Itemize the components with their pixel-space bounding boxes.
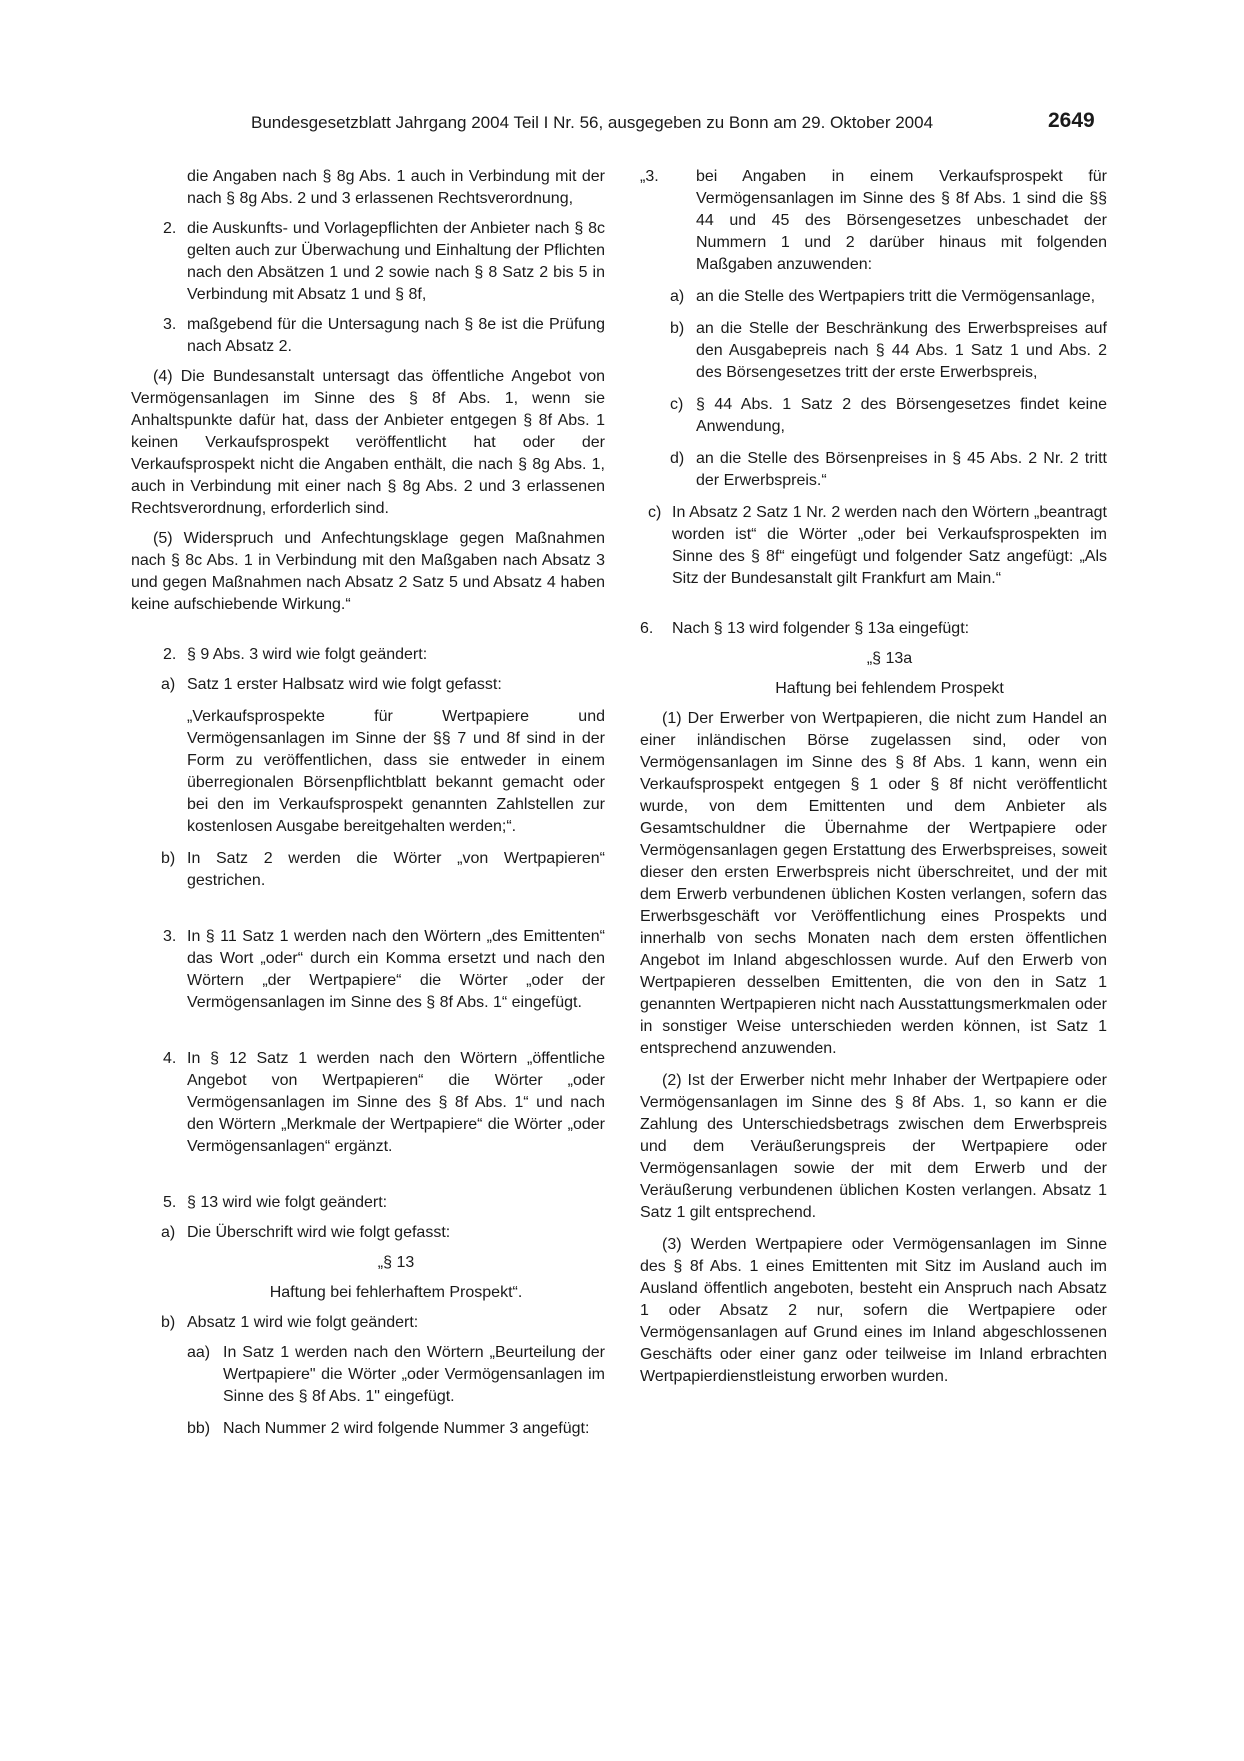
sub-item — [640, 318, 1107, 384]
list-item-number: 5. — [163, 1194, 177, 1211]
list-item-number: 2. — [163, 220, 177, 237]
list-item-number: „3. — [640, 168, 659, 185]
sub-item-text: Die Überschrift wird wie folgt gefasst: — [187, 1224, 451, 1241]
sub-item-label: a) — [161, 1224, 176, 1241]
continued-item-text: die Angaben nach § 8g Abs. 1 auch in Verbindung mit der nach § 8g Abs. 2 und 3 erlassenen Rechtsverordnung, — [187, 168, 605, 207]
sub-item-label: a) — [161, 676, 176, 693]
sub-item-text: an die Stelle des Börsenpreises in § 45 Abs. 2 Nr. 2 tritt der Erwerbspreis.“ — [696, 450, 1107, 489]
paragraph-3: (3) Werden Wertpapiere oder Vermögensanlagen im Sinne des § 8f Abs. 1 eines Emittenten mit Sitz im Ausland auch im Ausland öffentlich angeboten, besteht ein Anspruch nach Absatz 1 oder Absatz 2 nur, sofern die Wertpapiere oder Vermögensanlagen auf Grund eines im Inland abgeschlossenen Geschäfts oder einer ganz oder teilweise im Inland erbrachten Wertpapierdienstleistung erworben wurden. — [640, 1236, 1107, 1385]
page-number: 2649 — [1048, 109, 1095, 132]
quoted-text-content: „Verkaufsprospekte für Wertpapiere und Vermögensanlagen im Sinne der §§ 7 und 8f sind in der Form zu veröffentlichen, dass sie entweder in einem überregionalen Börsenpflichtblatt bekannt gemacht oder bei den im Verkaufsprospekt genannten Zahlstellen zur kostenlosen Ausgabe bereitgehalten werden;“. — [187, 708, 605, 835]
list-item-number: 4. — [163, 1050, 177, 1067]
amendment-item-2 — [131, 644, 605, 666]
sub-item — [131, 1312, 605, 1334]
sub-item-text: In Absatz 2 Satz 1 Nr. 2 werden nach den Wörtern „beantragt worden ist“ die Wörter „oder bei Verkaufsprospekten im Sinne des § 8f“ eingefügt und folgender Satz angefügt: „Als Sitz der Bundesanstalt gilt Frankfurt am Main.“ — [672, 504, 1107, 587]
header-title: Bundesgesetzblatt Jahrgang 2004 Teil I Nr. 56, ausgegeben zu Bonn am 29. Oktober 2004 — [251, 113, 934, 132]
paragraph-2: (2) Ist der Erwerber nicht mehr Inhaber der Wertpapiere oder Vermögensanlagen im Sinne des § 8f Abs. 1, so kann er die Zahlung des Unterschiedsbetrags zwischen dem Erwerbspreis und dem Veräußerungspreis der Wertpapiere oder Vermögensanlagen sowie der mit dem Erwerb und der Veräußerung verbundenen üblichen Kosten verlangen. Absatz 1 Satz 1 gilt entsprechend. — [640, 1072, 1107, 1221]
right-column — [640, 166, 1107, 1388]
sub-item — [640, 448, 1107, 492]
list-item-number: 6. — [640, 620, 654, 637]
sub-sub-item — [131, 1418, 605, 1440]
list-item-text: In § 12 Satz 1 werden nach den Wörtern „öffentliche Angebot von Wertpapieren“ die Wörter „oder Vermögensanlagen im Sinne des § 8f Abs. 1“ und nach den Wörtern „Merkmale der Wertpapiere“ die Wörter „oder Vermögensanlagen“ ergänzt. — [187, 1050, 605, 1155]
sub-item — [131, 848, 605, 892]
quoted-item-3 — [640, 166, 1107, 276]
left-column — [131, 166, 605, 1440]
sub-item — [640, 286, 1107, 308]
section-heading: „§ 13a — [866, 650, 913, 667]
list-item-text: Nach § 13 wird folgender § 13a eingefügt: — [672, 620, 970, 637]
list-item-number: 3. — [163, 316, 177, 333]
sub-item-label: c) — [670, 396, 684, 413]
sub-item-label: c) — [648, 504, 662, 521]
quoted-text — [131, 706, 605, 838]
paragraph-5: (5) Widerspruch und Anfechtungsklage gegen Maßnahmen nach § 8c Abs. 1 in Verbindung mit den Maßgaben nach Absatz 3 und gegen Maßnahmen nach Absatz 2 Satz 5 und Absatz 4 haben keine aufschiebende Wirkung.“ — [131, 530, 605, 613]
sub-item-label: b) — [161, 1314, 176, 1331]
list-item-text: die Auskunfts- und Vorlagepflichten der Anbieter nach § 8c gelten auch zur Überwachung und Einhaltung der Pflichten nach den Absätzen 1 und 2 sowie nach § 8 Satz 2 bis 5 in Verbindung mit Absatz 1 und § 8f, — [187, 220, 605, 303]
list-item-text: bei Angaben in einem Verkaufsprospekt für Vermögensanlagen im Sinne des § 8f Abs. 1 sind die §§ 44 und 45 des Börsengesetzes unbeschadet der Nummern 1 und 2 darüber hinaus mit folgenden Maßgaben anzuwenden: — [696, 168, 1107, 273]
sub-item-label: a) — [670, 288, 685, 305]
paragraph-1: (1) Der Erwerber von Wertpapieren, die nicht zum Handel an einer inländischen Börse zugelassen sind, oder von Vermögensanlagen im Sinne des § 8f Abs. 1 kann, wenn ein Verkaufsprospekt entgegen § 1 oder § 8f nicht veröffentlicht wurde, von dem Emittenten und dem Anbieter als Gesamtschuldner die Übernahme der Wertpapiere oder Vermögensanlagen gegen Erstattung des Erwerbspreises, soweit dieser den ersten Erwerbspreis nicht überschreitet, und der mit dem Erwerb verbundenen üblichen Kosten verlangen, sofern das Erwerbsgeschäft vor Veröffentlichung eines Prospekts und innerhalb von sechs Monaten nach dem ersten öffentlichen Angebot im Inland abgeschlossen wurde. Auf den Erwerb von Wertpapieren desselben Emittenten, die von den in Satz 1 genannten Wertpapieren nicht nach Ausstattungsmerkmalen oder in sonstiger Weise unterschieden werden können, ist Satz 1 entsprechend anzuwenden. — [640, 710, 1107, 1057]
sub-item-text: § 44 Abs. 1 Satz 2 des Börsengesetzes findet keine Anwendung, — [696, 396, 1107, 435]
sub-item-label: d) — [670, 450, 685, 467]
amendment-item-4 — [131, 1048, 605, 1158]
sub-item-label: b) — [161, 850, 176, 867]
sub-item — [640, 394, 1107, 438]
sub-item — [131, 674, 605, 696]
sub-item-label: b) — [670, 320, 685, 337]
sub-item-text: an die Stelle des Wertpapiers tritt die Vermögensanlage, — [696, 288, 1096, 305]
section-title: Haftung bei fehlerhaftem Prospekt“. — [269, 1284, 523, 1301]
sub-sub-item-label: aa) — [187, 1344, 211, 1361]
list-item-text: § 9 Abs. 3 wird wie folgt geändert: — [187, 646, 428, 663]
sub-sub-item-text: Nach Nummer 2 wird folgende Nummer 3 angefügt: — [223, 1420, 590, 1437]
list-item — [131, 314, 605, 358]
sub-item-c — [640, 502, 1107, 590]
sub-item-text: Absatz 1 wird wie folgt geändert: — [187, 1314, 419, 1331]
section-title: Haftung bei fehlendem Prospekt — [775, 680, 1004, 697]
page-header — [0, 111, 1244, 141]
amendment-item-3 — [131, 926, 605, 1014]
sub-item-text: Satz 1 erster Halbsatz wird wie folgt gefasst: — [187, 676, 502, 693]
paragraph-4: (4) Die Bundesanstalt untersagt das öffentliche Angebot von Vermögensanlagen im Sinne des § 8f Abs. 1, wenn sie Anhaltspunkte dafür hat, dass der Anbieter entgegen § 8f Abs. 1 keinen Verkaufsprospekt veröffentlicht hat oder der Verkaufsprospekt nicht die Angaben enthält, die nach § 8g Abs. 1, auch in Verbindung mit einer nach § 8g Abs. 2 und 3 erlassenen Rechtsverordnung, erforderlich sind. — [131, 368, 605, 517]
list-item-number: 2. — [163, 646, 177, 663]
sub-sub-item-text: In Satz 1 werden nach den Wörtern „Beurteilung der Wertpapiere" die Wörter „oder Vermögensanlagen im Sinne des § 8f Abs. 1" eingefügt. — [223, 1344, 605, 1405]
amendment-item-6 — [640, 618, 1107, 640]
sub-item — [131, 1222, 605, 1244]
sub-item-text: an die Stelle der Beschränkung des Erwerbspreises auf den Ausgabepreis nach § 44 Abs. 1 Satz 1 und Abs. 2 des Börsengesetzes tritt der erste Erwerbspreis, — [696, 320, 1107, 381]
list-item-text: § 13 wird wie folgt geändert: — [187, 1194, 388, 1211]
sub-sub-item — [131, 1342, 605, 1408]
amendment-item-5 — [131, 1192, 605, 1214]
sub-sub-item-label: bb) — [187, 1420, 211, 1437]
sub-item-text: In Satz 2 werden die Wörter „von Wertpapieren“ gestrichen. — [187, 850, 605, 889]
list-item-text: maßgebend für die Untersagung nach § 8e ist die Prüfung nach Absatz 2. — [187, 316, 605, 355]
list-item-number: 3. — [163, 928, 177, 945]
list-item-text: In § 11 Satz 1 werden nach den Wörtern „des Emittenten“ das Wort „oder“ durch ein Komma ersetzt und nach den Wörtern „der Wertpapiere“ die Wörter „oder der Vermögensanlagen im Sinne des § 8f Abs. 1“ eingefügt. — [187, 928, 605, 1011]
section-heading: „§ 13 — [377, 1254, 415, 1271]
list-item — [131, 218, 605, 306]
